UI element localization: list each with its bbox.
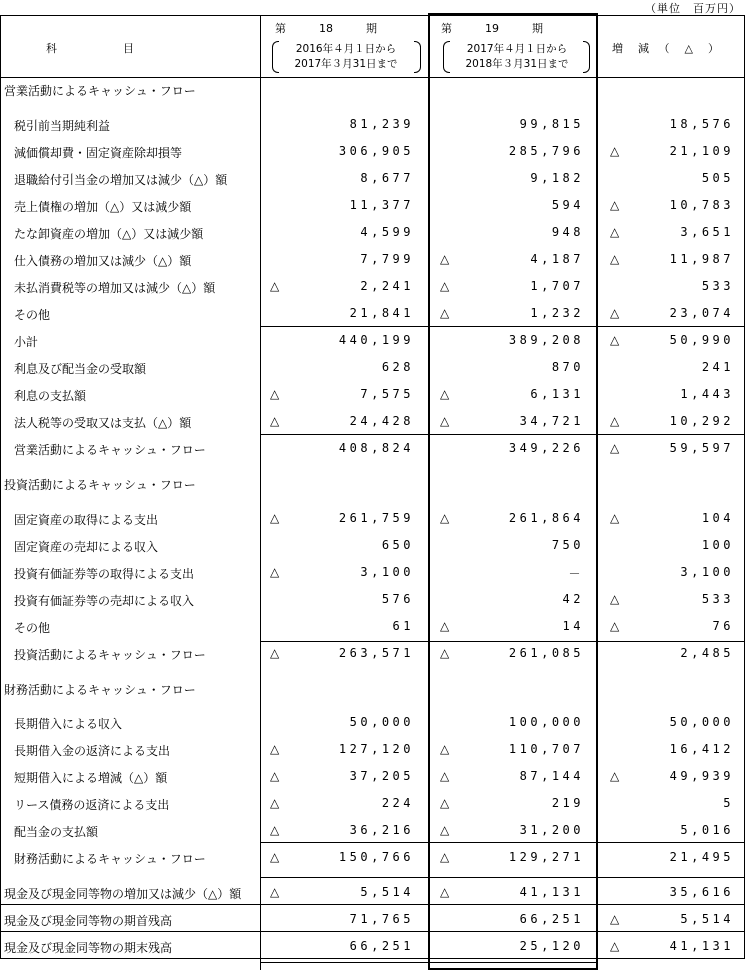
amount-col3: 3,651 [680, 225, 734, 239]
amount-col2: 14 [562, 619, 584, 633]
subtotal-line-4 [260, 877, 745, 878]
total-line-1 [0, 931, 745, 932]
amount-col2: 110,707 [508, 742, 584, 756]
header-bottom-line [0, 77, 745, 78]
unit-label: （単位 百万円） [645, 2, 741, 15]
amount-col2: 6,131 [530, 387, 584, 401]
amount-col1: 5,514 [360, 885, 414, 899]
negative-mark-col1: △ [270, 387, 280, 401]
amount-col1: 7,575 [360, 387, 414, 401]
amount-col3: 5,016 [680, 823, 734, 837]
amount-col1: 50,000 [349, 715, 414, 729]
negative-mark-col2: △ [440, 742, 450, 756]
section-heading-row [0, 474, 745, 494]
section-heading-row [0, 80, 745, 100]
negative-mark-col1: △ [270, 850, 280, 864]
row-label: 小計 [14, 335, 39, 349]
table-row [0, 439, 745, 459]
amount-col3: 21,495 [669, 850, 734, 864]
amount-col3: 21,109 [669, 144, 734, 158]
amount-col1: 127,120 [338, 742, 414, 756]
negative-mark-col2: △ [440, 646, 450, 660]
negative-mark-col1: △ [270, 742, 280, 756]
header-col2-bracket-left [443, 41, 450, 73]
row-label: 減価償却費・固定資産除却損等 [14, 146, 183, 160]
amount-col3: 100 [701, 538, 734, 552]
table-row [0, 115, 745, 135]
amount-col1: 66,251 [349, 939, 414, 953]
total-line-0 [0, 904, 745, 905]
amount-col2: 1,707 [530, 279, 584, 293]
table-row [0, 196, 745, 216]
table-row [0, 821, 745, 841]
negative-mark-col3: △ [610, 769, 620, 783]
header-col2-period-end: 2018年３月31日まで [465, 58, 569, 70]
amount-col1: 408,824 [338, 441, 414, 455]
negative-mark-col2: △ [440, 823, 450, 837]
negative-mark-col2: △ [440, 252, 450, 266]
amount-col2: 389,208 [508, 333, 584, 347]
amount-col1: 2,241 [360, 279, 414, 293]
amount-col2: 100,000 [508, 715, 584, 729]
row-label: 仕入債務の増加又は減少（△）額 [14, 254, 192, 268]
amount-col3: 16,412 [669, 742, 734, 756]
table-row [0, 331, 745, 351]
negative-mark-col3: △ [610, 592, 620, 606]
header-col1-period-end: 2017年３月31日まで [294, 58, 398, 70]
amount-col1: 306,905 [338, 144, 414, 158]
negative-mark-col3: △ [610, 414, 620, 428]
negative-mark-col3: △ [610, 333, 620, 347]
amount-col1: 8,677 [360, 171, 414, 185]
negative-mark-col1: △ [270, 511, 280, 525]
row-label: 営業活動によるキャッシュ・フロー [4, 84, 196, 98]
negative-mark-col3: △ [610, 144, 620, 158]
amount-col1: 576 [381, 592, 414, 606]
negative-mark-col3: △ [610, 441, 620, 455]
header-subject: 科 目 [46, 42, 134, 55]
amount-col1: 150,766 [338, 850, 414, 864]
amount-col1: 263,571 [338, 646, 414, 660]
amount-col2: 870 [551, 360, 584, 374]
table-row [0, 794, 745, 814]
table-row [0, 590, 745, 610]
amount-col2: 129,271 [508, 850, 584, 864]
col2-double-underline [428, 962, 598, 963]
amount-col2: 261,864 [508, 511, 584, 525]
row-label: 長期借入による収入 [14, 717, 123, 731]
amount-col3: 3,100 [680, 565, 734, 579]
amount-col1: 37,205 [349, 769, 414, 783]
row-label: 利息の支払額 [14, 389, 87, 403]
table-row [0, 142, 745, 162]
row-label: その他 [14, 621, 51, 635]
row-label: 現金及び現金同等物の期首残高 [4, 914, 173, 928]
negative-mark-col3: △ [610, 252, 620, 266]
amount-col2: 9,182 [530, 171, 584, 185]
negative-mark-col2: △ [440, 885, 450, 899]
table-row [0, 304, 745, 324]
amount-col3: 505 [701, 171, 734, 185]
header-col2-period-start: 2017年４月１日から [466, 43, 568, 55]
negative-mark-col1: △ [270, 796, 280, 810]
table-row [0, 883, 745, 903]
row-label: 現金及び現金同等物の増加又は減少（△）額 [4, 887, 242, 901]
table-row [0, 536, 745, 556]
amount-col1: 81,239 [349, 117, 414, 131]
amount-col3: 23,074 [669, 306, 734, 320]
table-row [0, 767, 745, 787]
amount-col3: 11,987 [669, 252, 734, 266]
amount-col2: 219 [551, 796, 584, 810]
negative-mark-col1: △ [270, 646, 280, 660]
row-label: 現金及び現金同等物の期末残高 [4, 941, 173, 955]
negative-mark-col2: △ [440, 387, 450, 401]
table-row [0, 277, 745, 297]
negative-mark-col3: △ [610, 619, 620, 633]
table-row [0, 250, 745, 270]
row-label: たな卸資産の増加（△）又は減少額 [14, 227, 204, 241]
amount-col1: 650 [381, 538, 414, 552]
amount-col3: 18,576 [669, 117, 734, 131]
amount-col3: 50,000 [669, 715, 734, 729]
amount-col3: 533 [701, 592, 734, 606]
header-col1-period-start: 2016年４月１日から [295, 43, 397, 55]
subtotal-line-1 [260, 434, 745, 435]
amount-col1: 71,765 [349, 912, 414, 926]
amount-col1: 21,841 [349, 306, 414, 320]
table-row [0, 910, 745, 930]
header-col2-title: 第 19 期 [441, 22, 543, 35]
row-label: 退職給付引当金の増加又は減少（△）額 [14, 173, 228, 187]
amount-col1: 628 [381, 360, 414, 374]
header-col1-bracket-right [414, 41, 421, 73]
row-label: その他 [14, 308, 51, 322]
amount-col1: 261,759 [338, 511, 414, 525]
amount-col2: 285,796 [508, 144, 584, 158]
amount-col2: 42 [562, 592, 584, 606]
amount-col3: 10,783 [669, 198, 734, 212]
col2-bottom-line [428, 968, 598, 970]
table-row [0, 509, 745, 529]
row-label: 法人税等の受取又は支払（△）額 [14, 416, 192, 430]
amount-col3: 5,514 [680, 912, 734, 926]
header-col3-title: 増 減 （ △ ） [612, 42, 721, 55]
amount-col2: 349,226 [508, 441, 584, 455]
table-row [0, 740, 745, 760]
negative-mark-col2: △ [440, 850, 450, 864]
row-label: 財務活動によるキャッシュ・フロー [4, 683, 196, 697]
table-bottom-line [0, 958, 745, 959]
row-label: 利息及び配当金の受取額 [14, 362, 147, 376]
negative-mark-col2: △ [440, 796, 450, 810]
amount-col1: 24,428 [349, 414, 414, 428]
amount-col3: 59,597 [669, 441, 734, 455]
amount-col1: 61 [392, 619, 414, 633]
negative-mark-col2: △ [440, 279, 450, 293]
amount-col3: 2,485 [680, 646, 734, 660]
negative-mark-col1: △ [270, 885, 280, 899]
negative-mark-col3: △ [610, 939, 620, 953]
col2-top-line [428, 13, 598, 15]
amount-col2: 261,085 [508, 646, 584, 660]
table-row [0, 937, 745, 957]
negative-mark-col3: △ [610, 511, 620, 525]
amount-col3: 533 [701, 279, 734, 293]
section-heading-row [0, 679, 745, 699]
negative-mark-col2: △ [440, 619, 450, 633]
negative-mark-col3: △ [610, 198, 620, 212]
amount-col3: 1,443 [680, 387, 734, 401]
negative-mark-col2: △ [440, 414, 450, 428]
negative-mark-col1: △ [270, 565, 280, 579]
amount-col3: 10,292 [669, 414, 734, 428]
amount-col2: － [568, 567, 584, 581]
amount-col2: 25,120 [519, 939, 584, 953]
negative-mark-col2: △ [440, 769, 450, 783]
amount-col2: 31,200 [519, 823, 584, 837]
row-label: 未払消費税等の増加又は減少（△）額 [14, 281, 216, 295]
amount-col2: 34,721 [519, 414, 584, 428]
table-row [0, 644, 745, 664]
row-label: 営業活動によるキャッシュ・フロー [14, 443, 206, 457]
amount-col2: 750 [551, 538, 584, 552]
row-label: 財務活動によるキャッシュ・フロー [14, 852, 206, 866]
row-label: 売上債権の増加（△）又は減少額 [14, 200, 192, 214]
negative-mark-col3: △ [610, 225, 620, 239]
row-label: 税引前当期純利益 [14, 119, 111, 133]
row-label: 投資有価証券等の売却による収入 [14, 594, 195, 608]
amount-col1: 7,799 [360, 252, 414, 266]
amount-col2: 87,144 [519, 769, 584, 783]
amount-col1: 224 [381, 796, 414, 810]
negative-mark-col1: △ [270, 279, 280, 293]
header-top-line [0, 15, 745, 16]
row-label: リース債務の返済による支出 [14, 798, 170, 812]
amount-col3: 241 [701, 360, 734, 374]
row-label: 投資活動によるキャッシュ・フロー [14, 648, 206, 662]
amount-col1: 36,216 [349, 823, 414, 837]
table-row [0, 223, 745, 243]
table-row [0, 617, 745, 637]
amount-col3: 104 [701, 511, 734, 525]
amount-col2: 594 [551, 198, 584, 212]
table-row [0, 713, 745, 733]
amount-col3: 41,131 [669, 939, 734, 953]
amount-col2: 948 [551, 225, 584, 239]
row-label: 固定資産の取得による支出 [14, 513, 159, 527]
row-label: 固定資産の売却による収入 [14, 540, 159, 554]
row-label: 短期借入による増減（△）額 [14, 771, 168, 785]
negative-mark-col2: △ [440, 306, 450, 320]
amount-col2: 41,131 [519, 885, 584, 899]
amount-col2: 1,232 [530, 306, 584, 320]
amount-col3: 49,939 [669, 769, 734, 783]
col1-double-underline [260, 962, 430, 963]
header-col2-bracket-right [583, 41, 590, 73]
negative-mark-col3: △ [610, 306, 620, 320]
subtotal-line-3 [260, 842, 745, 843]
table-row [0, 385, 745, 405]
amount-col1: 440,199 [338, 333, 414, 347]
row-label: 長期借入金の返済による支出 [14, 744, 171, 758]
amount-col3: 35,616 [669, 885, 734, 899]
amount-col1: 3,100 [360, 565, 414, 579]
amount-col2: 99,815 [519, 117, 584, 131]
row-label: 投資有価証券等の取得による支出 [14, 567, 195, 581]
table-row [0, 358, 745, 378]
table-row [0, 563, 745, 583]
negative-mark-col2: △ [440, 511, 450, 525]
amount-col3: 50,990 [669, 333, 734, 347]
negative-mark-col1: △ [270, 823, 280, 837]
table-row [0, 848, 745, 868]
row-label: 配当金の支払額 [14, 825, 99, 839]
amount-col1: 4,599 [360, 225, 414, 239]
table-row [0, 412, 745, 432]
amount-col3: 5 [723, 796, 734, 810]
negative-mark-col1: △ [270, 769, 280, 783]
row-label: 投資活動によるキャッシュ・フロー [4, 478, 196, 492]
subtotal-line-2 [260, 641, 745, 642]
header-col1-title: 第 18 期 [275, 22, 377, 35]
amount-col1: 11,377 [349, 198, 414, 212]
amount-col3: 76 [712, 619, 734, 633]
subtotal-line-0 [260, 326, 745, 327]
negative-mark-col3: △ [610, 912, 620, 926]
header-col1-bracket-left [272, 41, 279, 73]
table-row [0, 169, 745, 189]
amount-col2: 4,187 [530, 252, 584, 266]
negative-mark-col1: △ [270, 414, 280, 428]
amount-col2: 66,251 [519, 912, 584, 926]
